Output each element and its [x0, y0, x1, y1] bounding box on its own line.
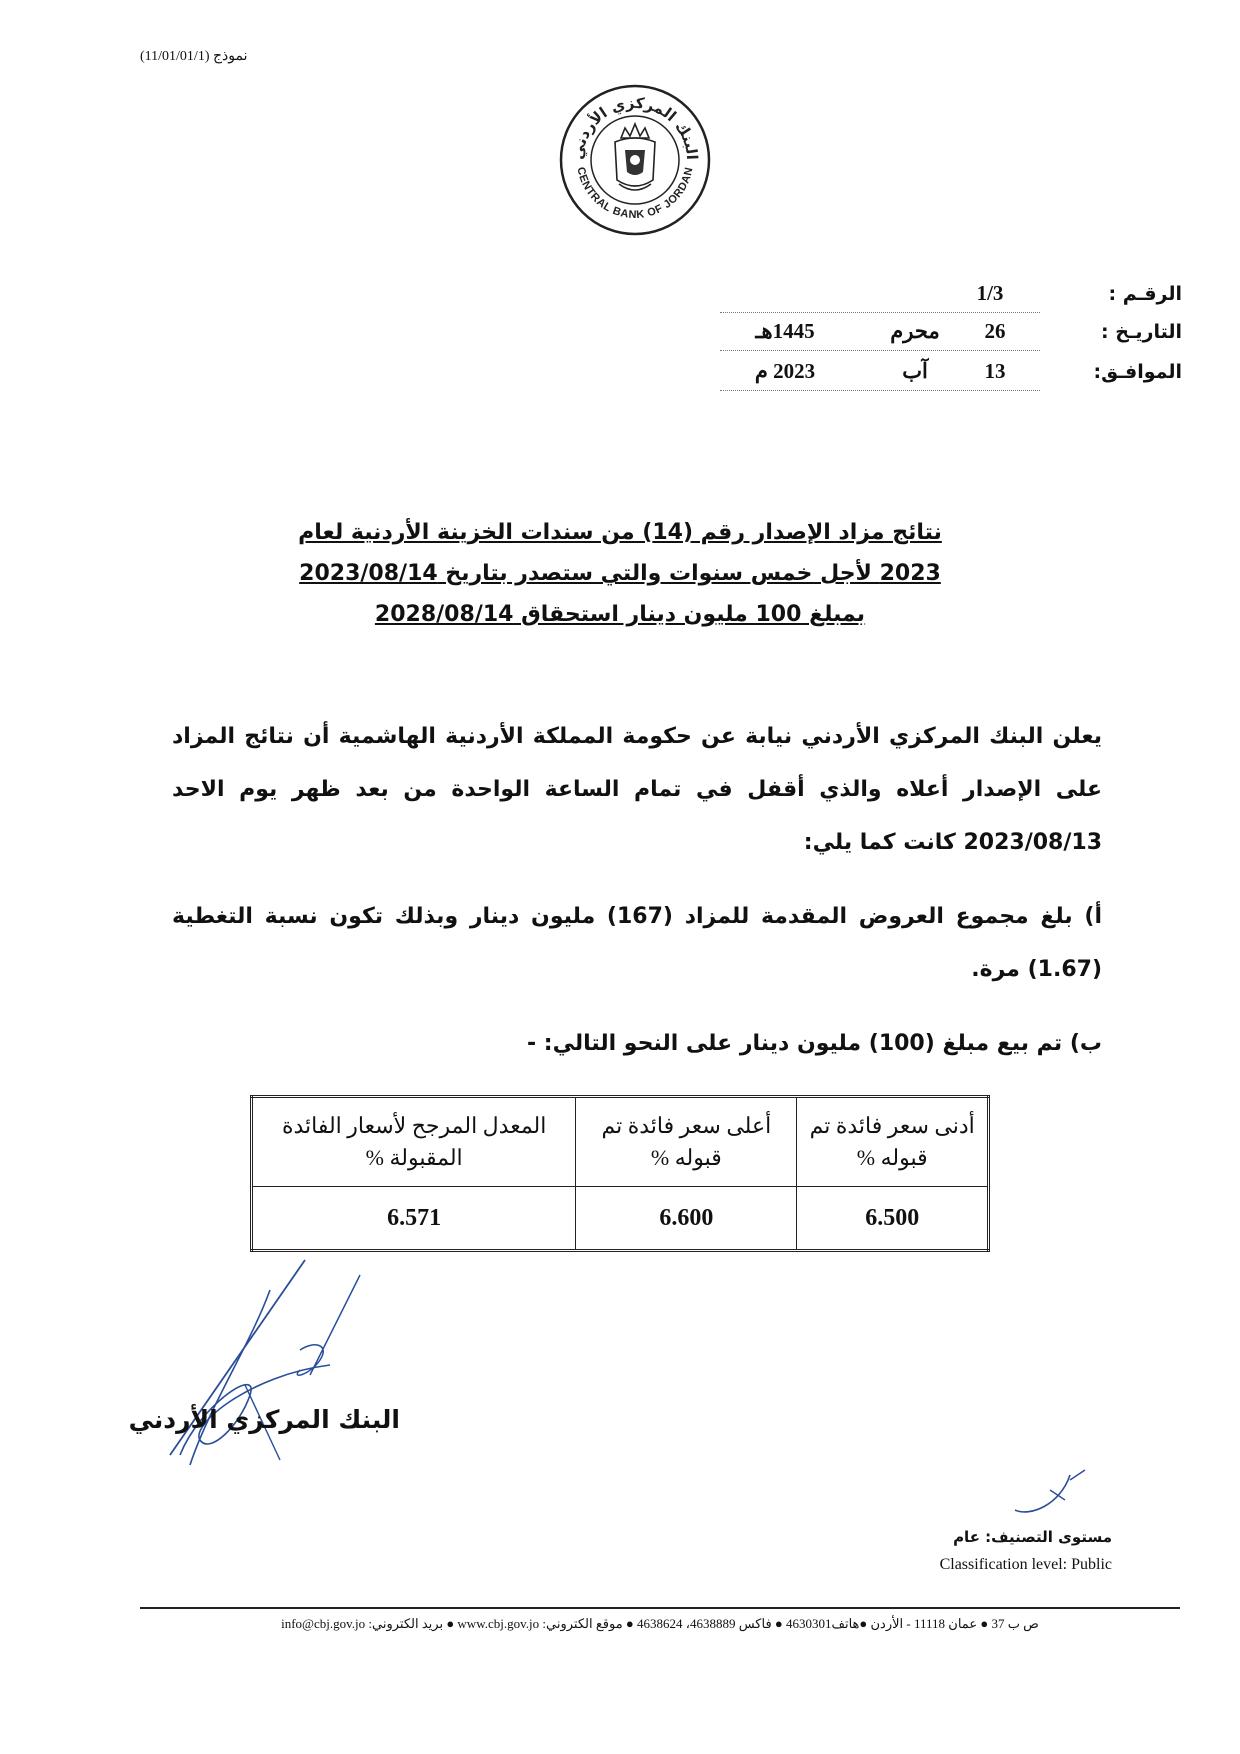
point-b-paragraph: ب) تم بيع مبلغ (100) مليون دينار على النحو التالي: -	[527, 1031, 1102, 1056]
central-bank-seal	[555, 80, 715, 240]
seal-emblem-icon	[555, 80, 715, 240]
value-lowest-rate: 6.500	[797, 1187, 989, 1251]
footer-contact-info: ص ب 37 ● عمان 11118 - الأردن ●هاتف4630301 ● فاكس 4638889، 4638624 ● موقع الكتروني: www.cbj.gov.jo ● بريد الكتروني: info@cbj.gov.jo	[281, 1616, 1039, 1631]
title-line-3: بمبلغ 100 مليون دينار استحقاق 2028/08/14	[374, 602, 866, 627]
classification-arabic: مستوى التصنيف: عام	[953, 1528, 1112, 1546]
value-weighted-average-rate: 6.571	[252, 1187, 576, 1251]
table-values-row	[252, 1187, 989, 1251]
reference-number-value: 1/3	[976, 281, 1004, 305]
header-weighted-average-rate: المعدل المرجح لأسعار الفائدة المقبولة %	[252, 1097, 576, 1187]
table-header-row	[252, 1097, 989, 1187]
value-highest-rate: 6.600	[576, 1187, 797, 1251]
seal-arabic-text: البنك المركزي الأردني	[568, 93, 702, 161]
hijri-date-label: التاريـخ :	[1100, 321, 1182, 343]
title-line-2: 2023 لأجل خمس سنوات والتي ستصدر بتاريخ 2023/08/14	[299, 561, 941, 586]
document-title	[200, 512, 1040, 635]
title-line-1: نتائج مزاد الإصدار رقم (14) من سندات الخزينة الأردنية لعام	[298, 520, 942, 545]
point-a-paragraph: أ) بلغ مجموع العروض المقدمة للمزاد (167) مليون دينار وبذلك تكون نسبة التغطية (1.67) مرة.	[172, 904, 1102, 982]
footer-divider	[140, 1607, 1180, 1609]
seal-english-text: CENTRAL BANK OF JORDAN	[574, 165, 696, 222]
intro-paragraph: يعلن البنك المركزي الأردني نيابة عن حكومة المملكة الأردنية الهاشمية أن نتائج المزاد على الإصدار أعلاه والذي أقفل في تمام الساعة الواحدة من بعد ظهر يوم الاحد 2023/08/13 كانت كما يلي:	[172, 724, 1102, 855]
hijri-year: 1445هـ	[755, 319, 815, 343]
header-highest-rate: أعلى سعر فائدة تم قبوله %	[576, 1097, 797, 1187]
classification-english: Classification level: Public	[939, 1556, 1112, 1573]
gregorian-day: 13	[984, 359, 1006, 383]
handwritten-signature	[150, 1255, 410, 1475]
initials-mark	[1010, 1465, 1090, 1520]
auction-results-table	[250, 1095, 990, 1252]
gregorian-date-label: الموافـق:	[1093, 361, 1182, 383]
hijri-day: 26	[984, 319, 1006, 343]
signatory-name: البنك المركزي الأردني	[128, 1405, 400, 1434]
header-lowest-rate: أدنى سعر فائدة تم قبوله %	[797, 1097, 989, 1187]
reference-number-label: الرقـم :	[1108, 283, 1182, 305]
gregorian-month: آب	[902, 359, 928, 383]
hijri-month: محرم	[890, 319, 940, 343]
gregorian-year: 2023 م	[754, 359, 816, 383]
form-code: نموذج (11/01/01/1)	[140, 49, 248, 64]
